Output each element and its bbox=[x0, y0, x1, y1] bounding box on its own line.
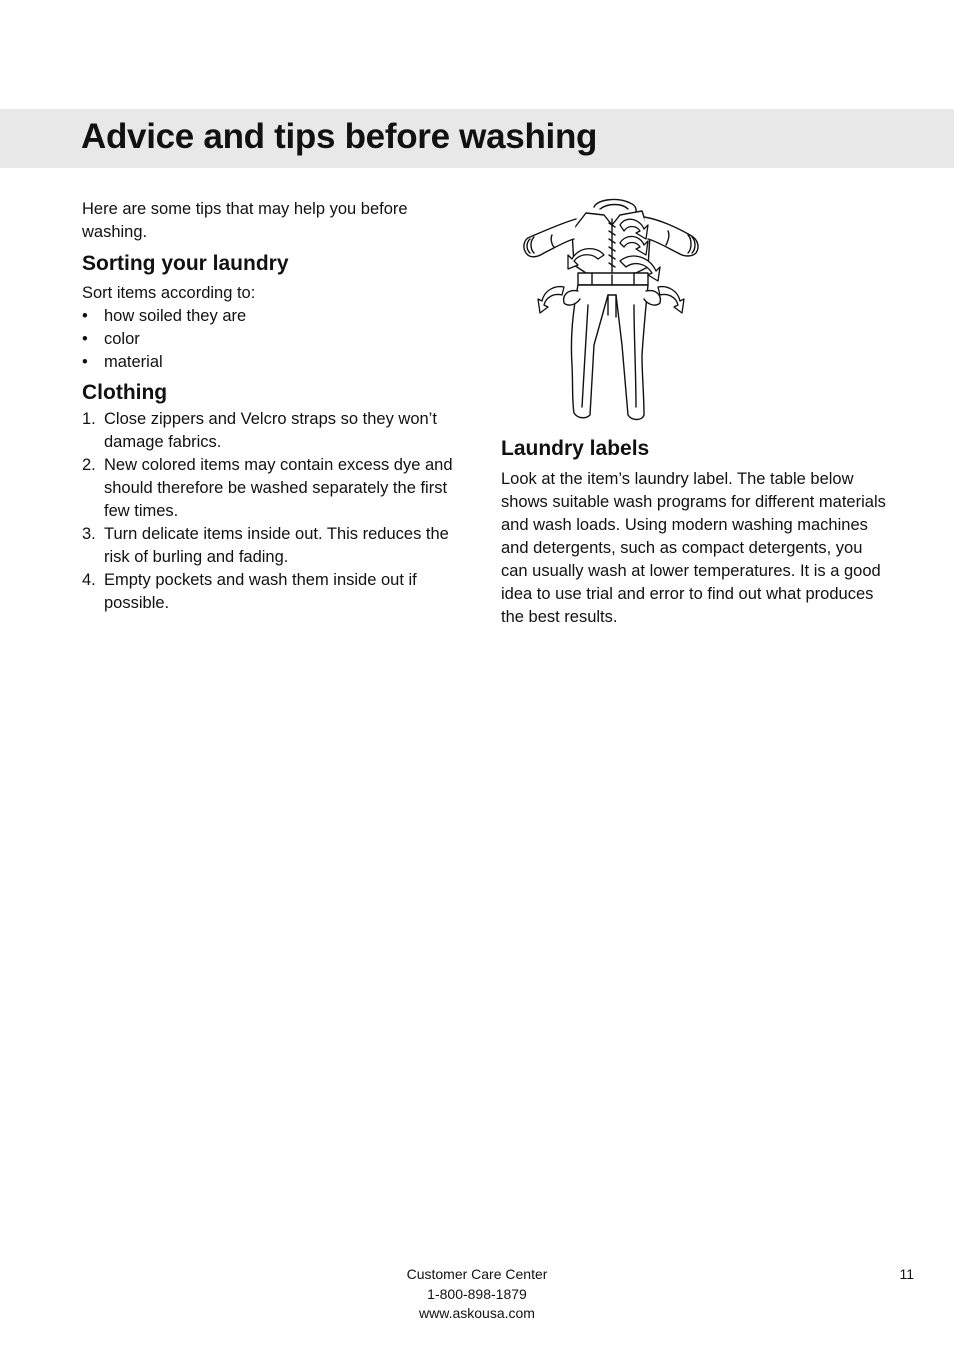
list-item bbox=[82, 454, 472, 523]
list-item bbox=[82, 351, 472, 374]
sorting-lead: Sort items according to: bbox=[82, 284, 256, 302]
list-item-text: color bbox=[104, 330, 140, 348]
right-column bbox=[501, 436, 891, 629]
bullet-icon: • bbox=[82, 330, 88, 348]
bullet-icon: • bbox=[82, 307, 88, 325]
list-item-text: how soiled they are bbox=[104, 307, 247, 325]
list-item bbox=[82, 569, 472, 615]
list-item-text: Close zippers and Velcro straps so they won’t damage fabrics. bbox=[104, 410, 437, 451]
footer-website: www.askousa.com bbox=[419, 1305, 535, 1321]
garment-inside-out-illustration bbox=[516, 195, 706, 427]
labels-paragraph: Look at the item’s laundry label. The table below shows suitable wash programs for different materials and wash loads. Using modern washing machines and detergents, such as compact detergents, you can usually wash at lower temperatures. It is a good idea to use trial and error to find out what produces the best results. bbox=[501, 470, 886, 626]
page-number: 11 bbox=[899, 1266, 914, 1282]
list-number: 1. bbox=[82, 410, 96, 428]
list-item bbox=[82, 408, 472, 454]
list-number: 2. bbox=[82, 456, 96, 474]
left-column bbox=[82, 198, 472, 615]
bullet-icon: • bbox=[82, 353, 88, 371]
sorting-list bbox=[82, 305, 472, 374]
list-item bbox=[82, 305, 472, 328]
footer-contact bbox=[327, 1265, 627, 1324]
page-title: Advice and tips before washing bbox=[81, 117, 598, 156]
labels-heading: Laundry labels bbox=[501, 437, 650, 460]
sorting-heading: Sorting your laundry bbox=[82, 252, 289, 275]
list-number: 3. bbox=[82, 525, 96, 543]
list-item bbox=[82, 328, 472, 351]
list-item-text: Empty pockets and wash them inside out if possible. bbox=[104, 571, 417, 612]
clothing-list bbox=[82, 408, 472, 615]
list-item bbox=[82, 523, 472, 569]
intro-paragraph: Here are some tips that may help you before washing. bbox=[82, 200, 408, 241]
list-item-text: New colored items may contain excess dye and should therefore be washed separately the first few times. bbox=[104, 456, 453, 520]
list-number: 4. bbox=[82, 571, 96, 589]
list-item-text: Turn delicate items inside out. This reduces the risk of burling and fading. bbox=[104, 525, 449, 566]
clothing-heading: Clothing bbox=[82, 381, 168, 404]
footer-phone: 1-800-898-1879 bbox=[427, 1285, 527, 1302]
footer-title: Customer Care Center bbox=[406, 1266, 548, 1282]
list-item-text: material bbox=[104, 353, 163, 371]
